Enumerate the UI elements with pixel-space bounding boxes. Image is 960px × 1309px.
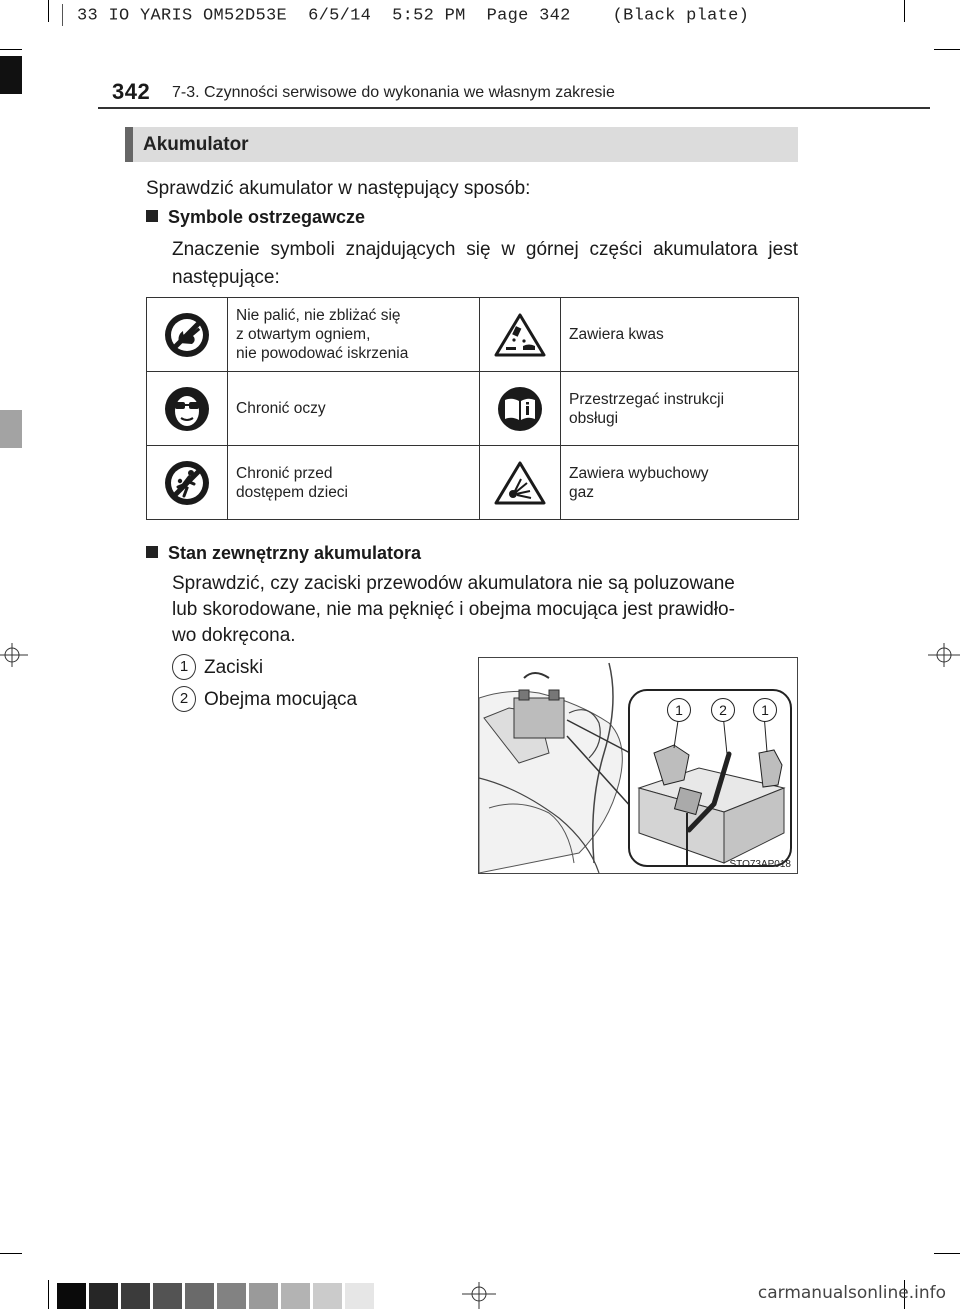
print-plate-header <box>48 4 908 26</box>
registration-mark-icon <box>0 640 30 670</box>
crop-mark <box>934 49 960 50</box>
table-cell <box>147 372 228 446</box>
plate-time: 5:52 PM <box>392 6 466 26</box>
body-line: wo dokręcona. <box>172 625 296 646</box>
table-cell <box>147 446 228 520</box>
symbol-label: Zawiera wybuchowy <box>569 464 709 482</box>
table-row <box>147 446 799 520</box>
color-swatch <box>281 1283 310 1309</box>
plate-job: 33 IO YARIS OM52D53E <box>77 6 288 26</box>
square-bullet-icon <box>146 546 158 558</box>
table-cell <box>228 446 480 520</box>
table-cell <box>561 372 799 446</box>
figure-callout: 1 <box>753 698 777 722</box>
read-manual-icon <box>496 385 544 433</box>
body-line: lub skorodowane, nie ma pęknięć i obejma mocująca jest prawidło- <box>172 599 735 620</box>
color-swatch <box>313 1283 342 1309</box>
external-condition-text <box>172 571 798 649</box>
battery-illustration <box>478 657 798 874</box>
page-number: 342 <box>112 79 151 104</box>
no-smoking-fire-icon <box>163 311 211 359</box>
symbol-label: Przestrzegać instrukcji <box>569 390 725 408</box>
color-swatch <box>345 1283 374 1309</box>
table-cell <box>147 298 228 372</box>
eye-protection-icon <box>163 385 211 433</box>
warning-symbols-heading <box>146 207 365 228</box>
table-cell <box>480 446 561 520</box>
plate-label: (Black plate) <box>612 6 750 26</box>
chapter-title: 7-3. Czynności serwisowe do wykonania we własnym zakresie <box>172 84 615 101</box>
table-cell <box>561 446 799 520</box>
square-bullet-icon <box>146 210 158 222</box>
symbol-label: Chronić oczy <box>236 400 326 417</box>
body-line: Sprawdzić, czy zaciski przewodów akumulatora nie są poluzowane <box>172 573 735 594</box>
color-swatch <box>57 1283 86 1309</box>
section-heading <box>125 127 798 162</box>
external-condition-title: Stan zewnętrzny akumulatora <box>168 543 422 563</box>
callout-number: 1 <box>172 654 196 680</box>
keep-away-children-icon <box>163 459 211 507</box>
legend-label: Zaciski <box>204 657 264 678</box>
color-swatch <box>249 1283 278 1309</box>
color-swatch <box>121 1283 150 1309</box>
symbol-label: Chronić przed <box>236 464 333 482</box>
symbol-label: Zawiera kwas <box>569 326 664 343</box>
watermark: carmanualsonline.info <box>757 1283 946 1303</box>
table-cell <box>480 298 561 372</box>
color-swatch <box>217 1283 246 1309</box>
figure-callout: 1 <box>667 698 691 722</box>
legend-item <box>172 654 263 680</box>
figure-code: STO73AP018 <box>729 859 791 870</box>
registration-mark-icon <box>462 1280 496 1309</box>
plate-date: 6/5/14 <box>308 6 372 26</box>
color-swatch <box>89 1283 118 1309</box>
figure-callout: 2 <box>711 698 735 722</box>
warning-symbols-title: Symbole ostrzegawcze <box>168 207 366 227</box>
crop-mark <box>48 1280 49 1309</box>
symbol-label: nie powodować iskrzenia <box>236 345 409 362</box>
table-row <box>147 372 799 446</box>
crop-mark <box>0 49 22 50</box>
table-cell <box>228 372 480 446</box>
table-cell <box>480 372 561 446</box>
symbol-label: dostępem dzieci <box>236 483 349 501</box>
legend-item <box>172 686 357 712</box>
symbol-label: obsługi <box>569 409 619 427</box>
warning-symbols-table <box>146 297 799 520</box>
table-cell <box>561 298 799 372</box>
symbol-label: Nie palić, nie zbliżać się <box>236 307 401 324</box>
plate-page: Page 342 <box>486 6 571 26</box>
section-title: Akumulator <box>143 134 249 155</box>
chapter-tab-marker <box>0 56 22 94</box>
callout-number: 2 <box>172 686 196 712</box>
symbol-label: z otwartym ogniem, <box>236 326 371 343</box>
external-condition-heading <box>146 543 421 564</box>
chapter-tab-marker <box>0 410 22 448</box>
color-swatch <box>185 1283 214 1309</box>
crop-mark <box>0 1253 22 1254</box>
acid-warning-icon <box>494 312 546 358</box>
symbol-label: gaz <box>569 483 594 501</box>
registration-mark-icon <box>926 640 960 670</box>
explosive-gas-icon <box>494 460 546 506</box>
legend-label: Obejma mocująca <box>204 689 358 710</box>
engine-bay-drawing <box>479 658 797 873</box>
table-cell <box>228 298 480 372</box>
warning-symbols-description: Znaczenie symboli znajdujących się w górnej części akumulatora jest następujące: <box>172 239 798 288</box>
header-rule <box>98 107 930 109</box>
intro-text: Sprawdzić akumulator w następujący sposób: <box>146 178 531 199</box>
crop-mark <box>934 1253 960 1254</box>
color-swatch <box>153 1283 182 1309</box>
table-row <box>147 298 799 372</box>
